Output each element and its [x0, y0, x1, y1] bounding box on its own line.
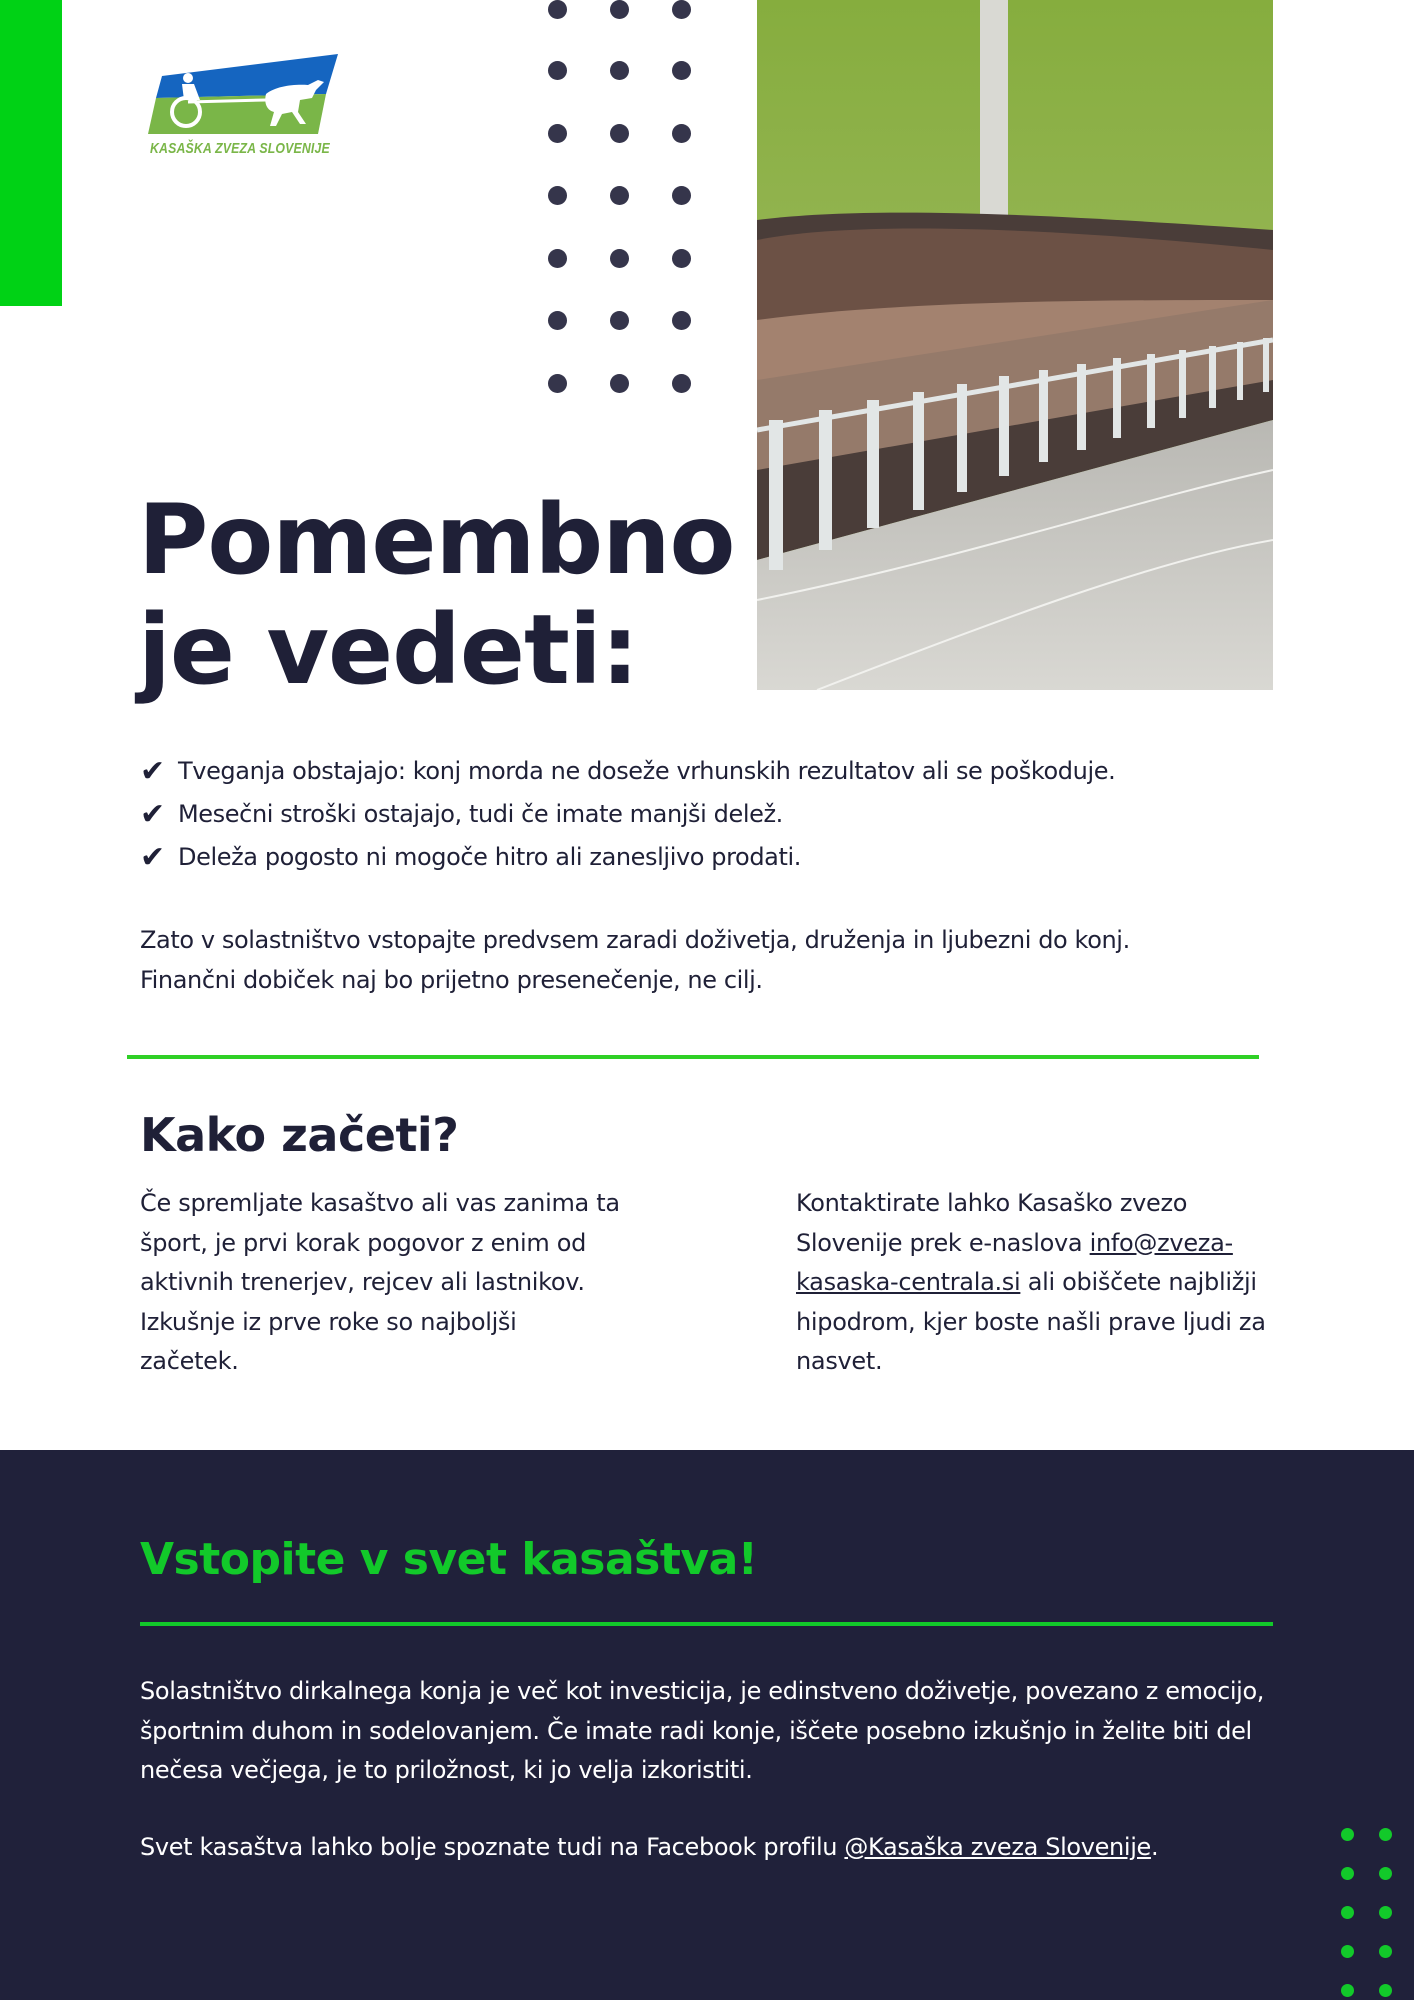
- kasaska-zveza-logo: [148, 54, 348, 164]
- contact-text-end: ali obiščete najbližji hipodrom, kjer boste našli prave ljudi za nasvet.: [796, 1268, 1266, 1375]
- risk-text: Deleža pogosto ni mogoče hitro ali zanesljivo prodati.: [178, 843, 801, 871]
- title-line-1: Pomembno: [138, 484, 735, 596]
- risk-text: Tveganja obstajajo: konj morda ne doseže vrhunskih rezultatov ali se poškoduje.: [178, 757, 1116, 785]
- checkmark-icon: ✔: [140, 754, 165, 789]
- risk-list: [140, 750, 1280, 879]
- checkmark-icon: ✔: [140, 840, 165, 875]
- logo-text: KASAŠKA ZVEZA SLOVENIJE: [150, 140, 330, 157]
- advice-line-1: Zato v solastništvo vstopajte predvsem zaradi doživetja, druženja in ljubezni do konj.: [140, 926, 1130, 954]
- decorative-green-dots: [1336, 1828, 1414, 2000]
- risk-text: Mesečni stroški ostajajo, tudi če imate manjši delež.: [178, 800, 783, 828]
- cta-paragraph: Solastništvo dirkalnega konja je več kot investicija, je edinstveno doživetje, povezano z emocijo, športnim duhom in sodelovanjem. Če imate radi konje, iščete posebno izkušnjo in želite biti del nečesa večjega, je to priložnost, ki jo velja izkoristiti.: [140, 1677, 1265, 1784]
- list-item: [140, 793, 1280, 836]
- race-spectators-photo: [757, 0, 1273, 690]
- list-item: [140, 750, 1280, 793]
- getting-started-text: Če spremljate kasaštvo ali vas zanima ta šport, je prvi korak pogovor z enim od aktivnih trenerjev, rejcev ali lastnikov. Izkušnje iz prve roke so najboljši začetek.: [140, 1189, 620, 1375]
- checkmark-icon: ✔: [140, 797, 165, 832]
- decorative-dot-grid: [548, 0, 708, 400]
- section-title-kako-zaceti: Kako začeti?: [140, 1108, 459, 1162]
- facebook-text-end: .: [1150, 1833, 1159, 1861]
- trotting-horse-sulky-icon: [148, 54, 348, 134]
- cta-section: [0, 1450, 1414, 2000]
- page-title: [138, 485, 758, 705]
- list-item: [140, 836, 1280, 879]
- advice-paragraph: [140, 920, 1290, 1000]
- facebook-link[interactable]: @Kasaška zveza Slovenije: [844, 1833, 1151, 1861]
- cta-divider: [140, 1622, 1273, 1626]
- advice-line-2: Finančni dobiček naj bo prijetno presenečenje, ne cilj.: [140, 966, 763, 994]
- contact-text-start: Kontaktirate lahko Kasaško zvezo Slovenije prek e-naslova: [796, 1189, 1188, 1257]
- facebook-paragraph: [140, 1828, 1300, 1868]
- cta-title: Vstopite v svet kasaštva!: [140, 1534, 758, 1585]
- section-divider: [127, 1055, 1259, 1059]
- green-accent-bar: [0, 0, 62, 306]
- facebook-text: Svet kasaštva lahko bolje spoznate tudi na Facebook profilu: [140, 1833, 845, 1861]
- contact-text: [796, 1184, 1286, 1382]
- email-link[interactable]: info@zveza-kasaska-centrala.si: [796, 1228, 1233, 1296]
- title-line-2: je vedeti:: [138, 594, 639, 706]
